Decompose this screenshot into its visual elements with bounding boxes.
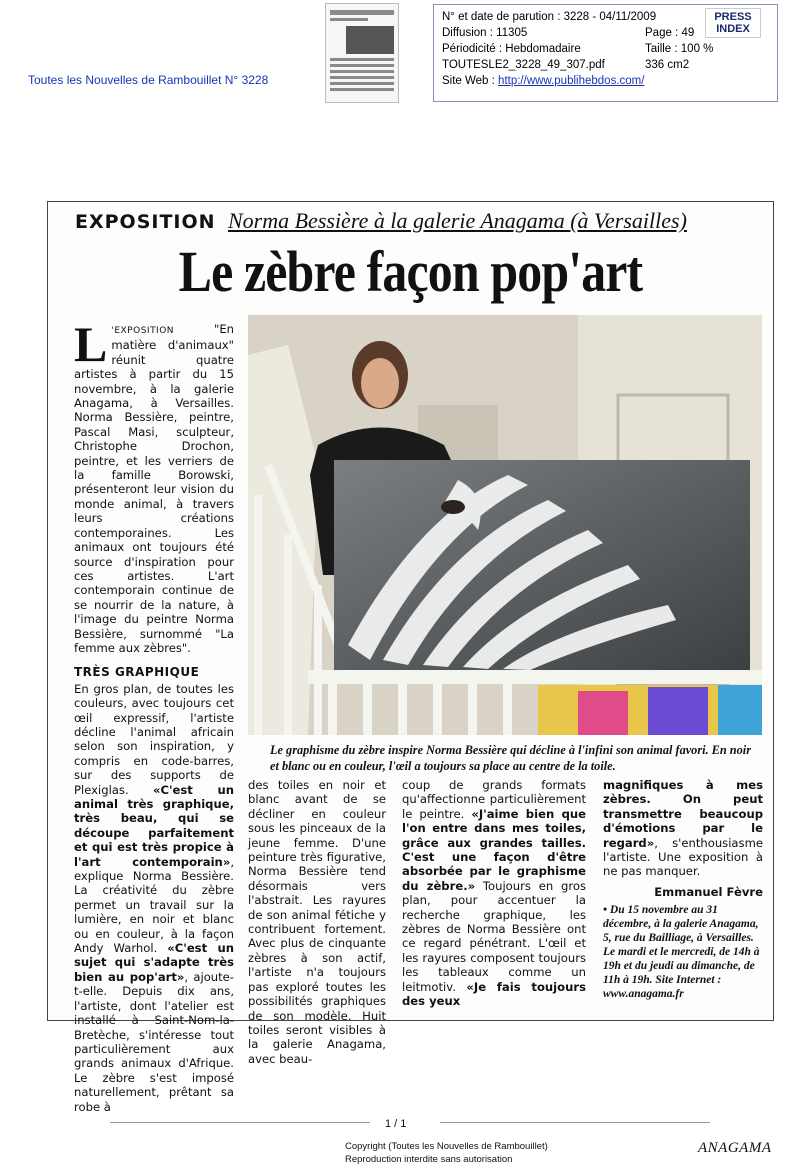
article-photo (248, 315, 762, 735)
article-subtitle: Norma Bessière à la galerie Anagama (à Versailles) (228, 208, 687, 233)
press-logo-line1: PRESS (714, 11, 752, 23)
lead-paragraph: "En matière d'animaux" réunit quatre artistes à partir du 15 novembre, à la galerie Anagama, à Versailles. Norma Bessière, peintre, Pascal Masi, sculpteur, Christophe Drochon, peintre, et les verriers de la famille Borowski, présenteront leur vision du monde animal, à travers leurs créations contemporaines. Les animaux ont toujours été source d'inspiration pour ces artistes. L'art contemporain continue de se nourrir de la nature, à l'image du peintre Norma Bessière, surnommé "La femme aux zèbres". (74, 322, 234, 655)
client-brand: ANAGAMA (698, 1140, 772, 1156)
lead-tag: 'EXPOSITION (111, 326, 175, 336)
website-info (442, 75, 644, 87)
quote-run: magnifiques à mes zèbres. On peut transmettre beaucoup d'émotions par le regard» (603, 778, 763, 850)
quote-run: «C'est un animal très graphique, très beau, qui se découpe parfaitement et qui est très propice à l'art contemporain» (74, 782, 234, 869)
exhibition-info: • Du 15 novembre au 31 décembre, à la galerie Anagama, 5, rue du Bailliage, à Versailles. Le mardi et le mercredi, de 14h à 19h et du jeudi au dimanche, de 11h à 19h. Site Internet : www.anagama.fr (603, 904, 760, 1001)
photo-caption: Le graphisme du zèbre inspire Norma Bessière qui décline à l'infini son animal favori. En noir et blanc ou en couleur, l'œil a toujours sa place au centre de la toile. (270, 743, 751, 773)
text-run: coup de grands formats qu'affectionne particulièrement le peintre. (402, 778, 586, 821)
text-run: , explique Norma Bessière. La créativité du zèbre permet un travail sur la lumière, en noir et blanc ou en couleur, à la façon Andy Warhol. (74, 854, 234, 956)
article-column-3 (402, 778, 586, 1009)
text-run: Toujours en gros plan, pour accentuer la recherche graphique, les zèbres de Norma Bessière ont ce regard pénétrant. L'œil et les rayures composent toujours les tableaux comme un leitmotiv. (402, 878, 586, 994)
text-run: , s'enthousiasme l'artiste. Une exposition à ne pas manquer. (603, 835, 763, 879)
website-link[interactable]: http://www.publihebdos.com/ (498, 75, 645, 87)
page-info: Page : 49 (645, 27, 695, 39)
copyright-line-1: Copyright (Toutes les Nouvelles de Rambouillet) (345, 1141, 548, 1152)
drop-cap: L (74, 316, 108, 372)
diffusion-info: Diffusion : 11305 (442, 27, 528, 39)
article-author: Emmanuel Fèvre (654, 884, 763, 899)
press-metadata-box (433, 4, 778, 102)
article-headline: Le zèbre façon pop'art (178, 239, 643, 304)
press-index-logo (705, 8, 761, 38)
quote-run: «J'aime bien que l'on entre dans mes toiles, grâce aux grandes tailles. C'est une façon d'être absorbée par le graphisme du zèbre.» (402, 806, 586, 893)
article-column-2: des toiles en noir et blanc avant de se décliner en couleur sous les pinceaux de la jeune femme. D'une peinture très figurative, Norma Bessière tend désormais vers l'abstrait. Les rayures de son animal fétiche y contribuent fortement. Avec plus de cinquante zèbres à son actif, l'artiste n'a toujours pas exploré toutes les possibilités graphiques de son modèle. Huit toiles seront visibles à la galerie Anagama, avec beau- (248, 778, 386, 1066)
paragraph-2 (74, 682, 234, 1114)
text-run: En gros plan, de toutes les couleurs, avec toujours cet œil expressif, l'artiste décline l'animal africain selon son inspiration, y compris en code-barres, sur des supports de Plexiglas. (74, 681, 234, 797)
zebra-painting-photo (248, 315, 762, 735)
area-info: 336 cm2 (645, 59, 690, 71)
page-count: 1 / 1 (385, 1118, 407, 1130)
quote-run: «C'est un sujet qui s'adapte très bien au pop'art» (74, 941, 234, 984)
article-clipping (47, 201, 774, 1114)
section-label: EXPOSITION (75, 211, 216, 233)
copyright-notice (345, 1140, 548, 1166)
periodicity-info: Périodicité : Hebdomadaire (442, 43, 581, 55)
quote-run: «Je fais toujours des yeux (402, 979, 586, 1009)
issue-info: N° et date de parution : 3228 - 04/11/2009 (442, 11, 657, 23)
footer-rule-right (440, 1122, 710, 1123)
size-info: Taille : 100 % (645, 43, 714, 55)
publication-name: Toutes les Nouvelles de Rambouillet N° 3228 (28, 73, 269, 87)
section-subhead: TRÈS GRAPHIQUE (74, 665, 200, 680)
article-column-4 (603, 778, 763, 1001)
footer-rule-left (110, 1122, 370, 1123)
article-column-1 (74, 316, 234, 1114)
file-info: TOUTESLE2_3228_49_307.pdf (442, 59, 605, 71)
press-logo-line2: INDEX (716, 23, 750, 35)
text-run: , ajoute-t-elle. Depuis dix ans, l'artiste, dont l'atelier est installé à Saint-Nom-la-Bretèche, s'intéresse tout particulièrement aux grands animaux d'Afrique. Le zèbre s'est imposé naturellement, prêtant sa robe à (74, 969, 234, 1114)
article-kicker (75, 208, 687, 234)
website-label: Site Web : (442, 75, 499, 87)
page-thumbnail[interactable] (325, 3, 399, 103)
copyright-line-2: Reproduction interdite sans autorisation (345, 1154, 513, 1165)
